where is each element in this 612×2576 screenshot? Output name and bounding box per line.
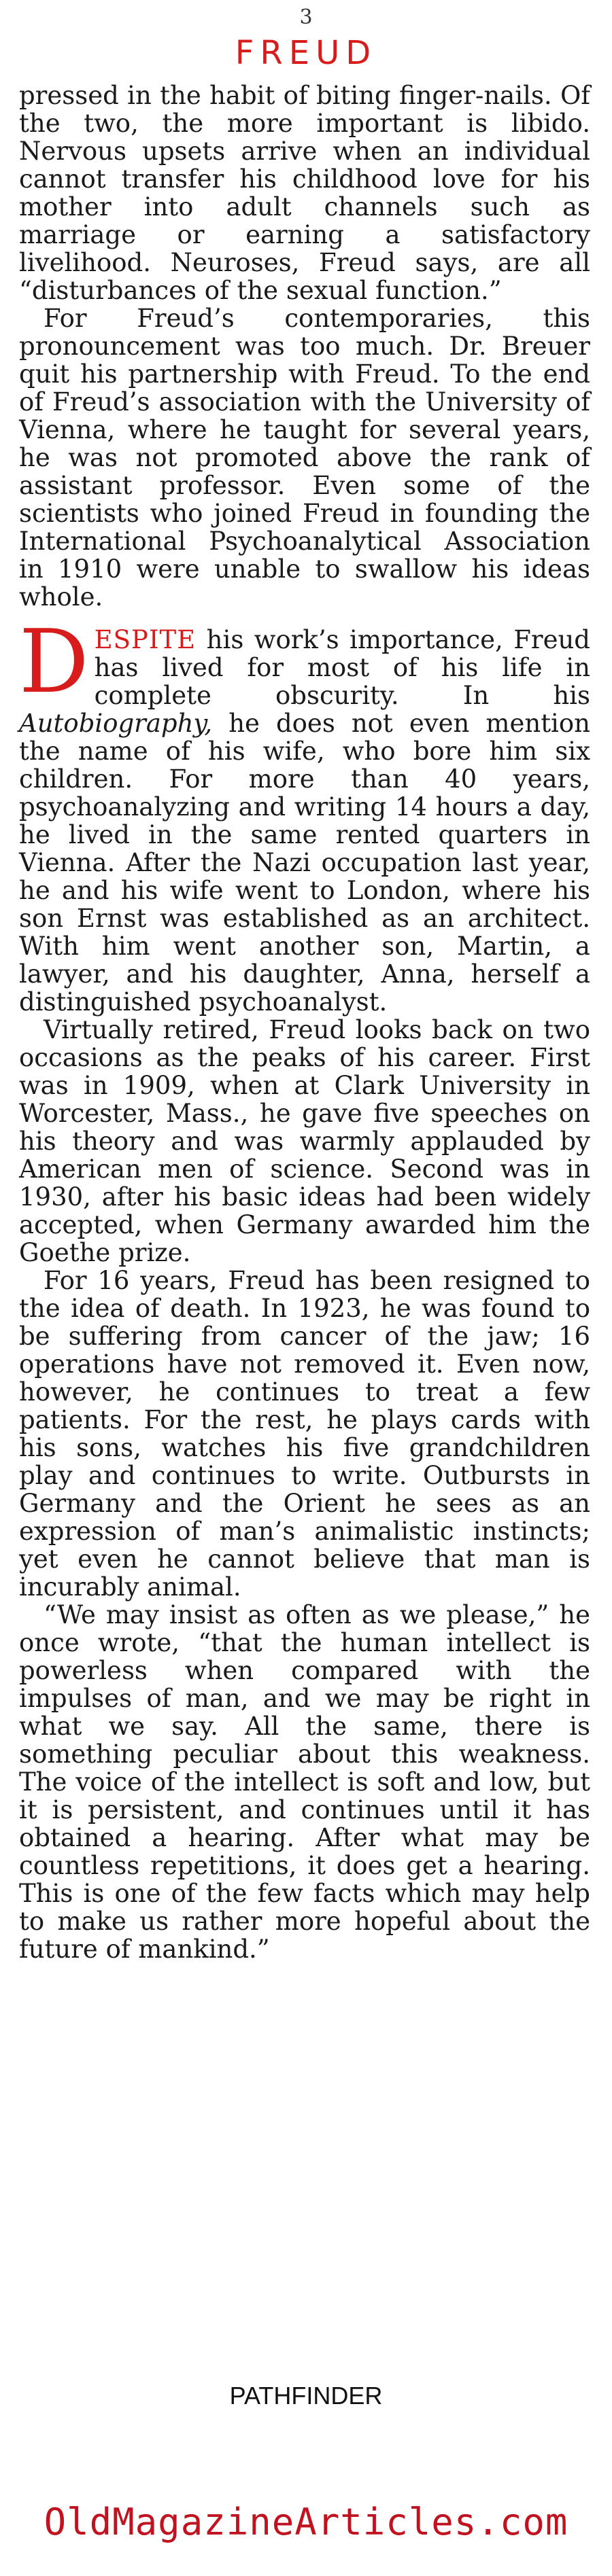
page-number: 3 <box>299 5 313 29</box>
article-title: FREUD <box>235 34 377 72</box>
paragraph-2: For Freud’s contemporaries, this pronouncement was too much. Dr. Breuer quit his partnership with Freud. To the end of Freud’s association with the University of Vienna, where he taught for several years, he was not promoted above the rank of assistant professor. Even some of the scientists who joined Freud in founding the International Psychoanalytical Association in 1910 were unable to swallow his ideas whole. <box>19 304 590 612</box>
section-text-a: his work’s importance, Freud has lived for most of his life in complete obscurity. In his <box>94 625 590 710</box>
paragraph-death: For 16 years, Freud has been resigned to the idea of death. In 1923, he was found to be suffering from cancer of the jaw; 16 operations have not removed it. Even now, however, he continues to treat a few patients. For the rest, he plays cards with his sons, watches his five grandchildren play and continues to write. Outbursts in Germany and the Orient he sees as an expression of man’s animalistic instincts; yet even he cannot believe that man is incurably animal. <box>19 1266 590 1602</box>
book-title-autobiography: Autobiography, <box>19 709 213 738</box>
lead-word: ESPITE <box>94 625 197 654</box>
source-credit: PATHFINDER <box>229 2382 383 2410</box>
paragraph-quote: “We may insist as often as we please,” he once wrote, “that the human intellect is powerless when compared with the impulses of man, and we may be right in what we say. All the same, there is something peculiar about this weakness. The voice of the intellect is soft and low, but it is persistent, and continues until it has obtained a hearing. After what may be countless repetitions, it does get a hearing. This is one of the few facts which may help to make us rather more hopeful about the future of mankind.” <box>19 1600 590 1964</box>
article-body <box>19 82 590 1963</box>
site-watermark: OldMagazineArticles.com <box>44 2501 568 2543</box>
section-despite <box>19 612 590 1017</box>
paragraph-1: pressed in the habit of biting finger-nails. Of the two, the more important is libido. Nervous upsets arrive when an individual cannot transfer his childhood love for his mother into adult channels such as marriage or earning a satisfactory livelihood. Neuroses, Freud says, are all “disturbances of the sexual function.” <box>19 81 590 305</box>
section-text-b: he does not even mention the name of his wife, who bore him six children. For more than 40 years, psychoanalyzing and writing 14 hours a day, he lived in the same rented quarters in Vienna. After the Nazi occupation last year, he and his wife went to London, where his son Ernst was established as an architect. With him went another son, Martin, a lawyer, and his daughter, Anna, herself a distinguished psychoanalyst. <box>19 709 590 1017</box>
drop-cap: D <box>19 612 89 713</box>
paragraph-retired: Virtually retired, Freud looks back on two occasions as the peaks of his career. First was in 1909, when at Clark University in Worcester, Mass., he gave five speeches on his theory and was warmly applauded by American men of science. Second was in 1930, after his basic ideas had been widely accepted, when Germany awarded him the Goethe prize. <box>19 1015 590 1267</box>
